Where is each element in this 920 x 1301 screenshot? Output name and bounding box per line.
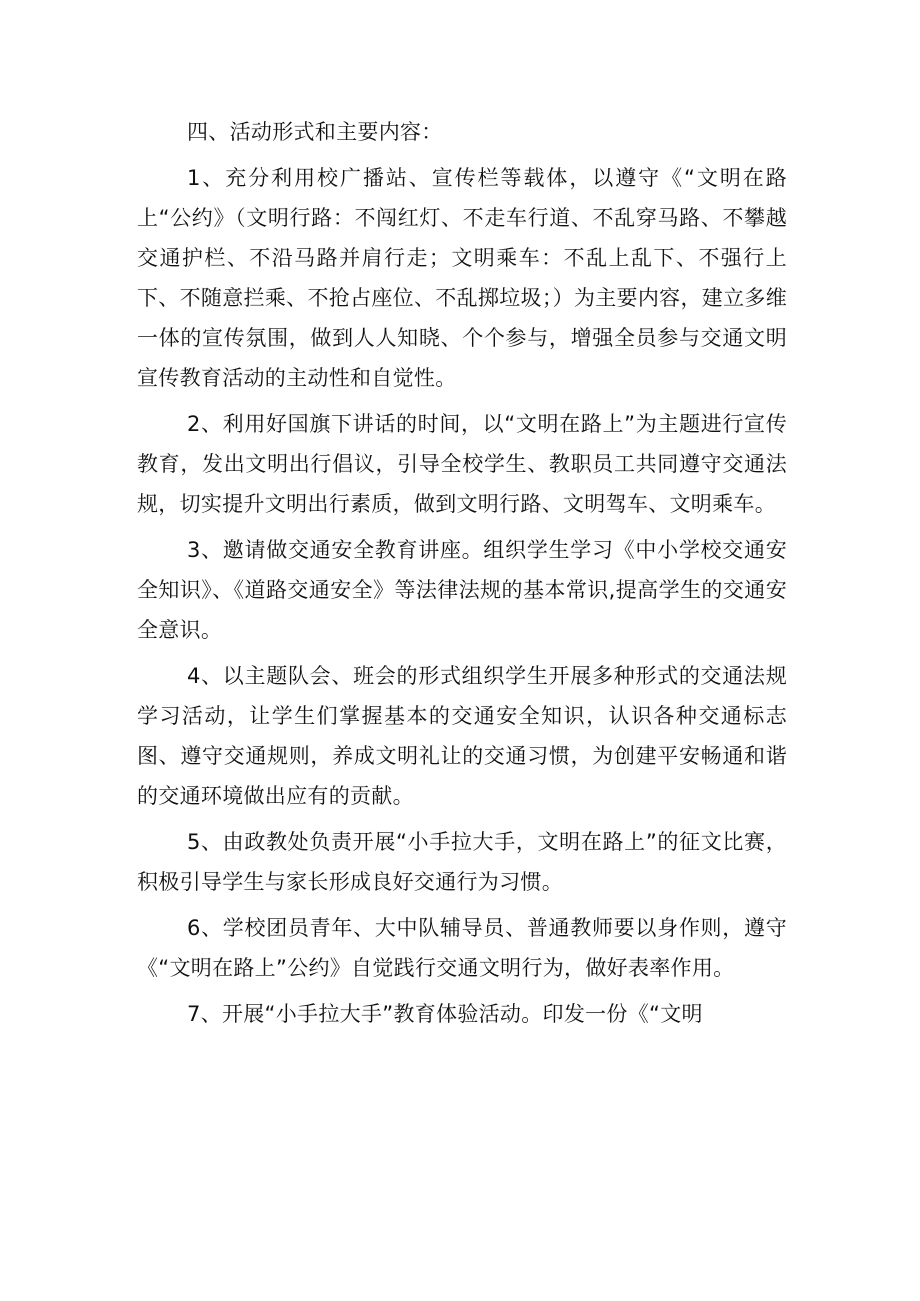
section-heading: 四、活动形式和主要内容： [187,120,443,144]
paragraph-2: 2、利用好国旗下讲话的时间，以“文明在路上”为主题进行宣传教育，发出文明出行倡议，引导全校学生、教职员工共同遵守交通法规，切实提升文明出行素质，做到文明行路、文明驾车、文明乘车。 [137,412,787,516]
paragraph-5: 5、由政教处负责开展“小手拉大手，文明在路上”的征文比赛，积极引导学生与家长形成良好交通行为习惯。 [137,830,787,894]
paragraph-7: 7、开展“小手拉大手”教育体验活动。印发一份《“文明 [187,1002,703,1026]
paragraph-3: 3、邀请做交通安全教育讲座。组织学生学习《中小学校交通安全知识》、《道路交通安全》等法律法规的基本常识,提高学生的交通安全意识。 [137,538,787,642]
paragraph-1: 1、充分利用校广播站、宣传栏等载体，以遵守《“文明在路上“公约》（文明行路：不闯红灯、不走车行道、不乱穿马路、不攀越交通护栏、不沿马路并肩行走；文明乘车：不乱上乱下、不强行上下、不随意拦乘、不抢占座位、不乱掷垃圾；）为主要内容，建立多维一体的宣传氛围，做到人人知晓、个个参与，增强全员参与交通文明宣传教育活动的主动性和自觉性。 [137,166,787,390]
paragraph-6: 6、学校团员青年、大中队辅导员、普通教师要以身作则，遵守《“文明在路上”公约》自觉践行交通文明行为，做好表率作用。 [137,916,787,980]
paragraph-4: 4、以主题队会、班会的形式组织学生开展多种形式的交通法规学习活动，让学生们掌握基本的交通安全知识，认识各种交通标志图、遵守交通规则，养成文明礼让的交通习惯，为创建平安畅通和谐的交通环境做出应有的贡献。 [137,664,787,808]
document-body [137,112,787,1040]
